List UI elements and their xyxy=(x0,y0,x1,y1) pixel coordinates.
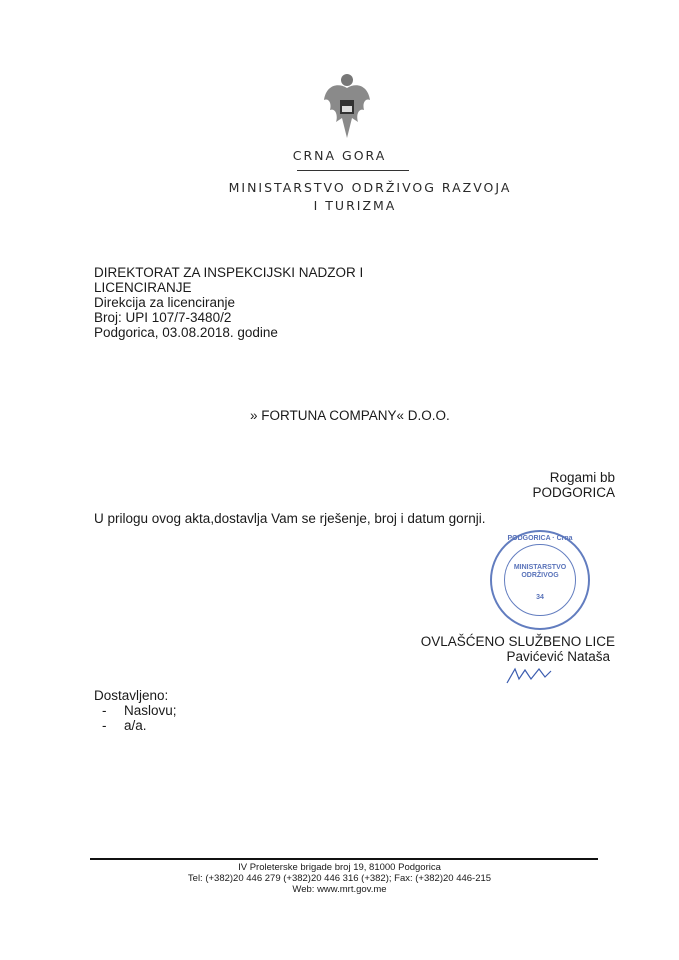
footer-address: IV Proleterske brigade broj 19, 81000 Podgorica xyxy=(238,862,441,873)
delivered-item: - a/a. xyxy=(102,718,147,733)
delivered-item-text: a/a. xyxy=(124,718,147,733)
recipient-name: » FORTUNA COMPANY« D.O.O. xyxy=(250,408,450,423)
stamp-text: MINISTARSTVO ODRŽIVOG xyxy=(513,564,567,579)
country-name: CRNA GORA xyxy=(292,148,387,163)
footer-divider xyxy=(90,858,598,860)
place-date: Podgorica, 03.08.2018. godine xyxy=(94,325,278,340)
recipient-street: Rogami bb xyxy=(549,470,615,485)
footer-phone: Tel: (+382)20 446 279 (+382)20 446 316 (+382); Fax: (+382)20 446-215 xyxy=(187,873,492,884)
ministry-name-line1: MINISTARSTVO ODRŽIVOG RAZVOJA xyxy=(228,180,512,195)
signature-scribble-icon xyxy=(505,665,555,685)
signatory-title: OVLAŠĆENO SLUŽBENO LICE xyxy=(420,634,615,649)
delivered-item-text: Naslovu; xyxy=(124,703,177,718)
footer xyxy=(0,862,679,895)
footer-web: Web: www.mrt.gov.me xyxy=(292,884,387,895)
official-stamp xyxy=(490,530,590,630)
sender-line2: LICENCIRANJE xyxy=(94,280,192,295)
delivered-item: - Naslovu; xyxy=(102,703,177,718)
document-number: Broj: UPI 107/7-3480/2 xyxy=(94,310,232,325)
sender-line3: Direkcija za licenciranje xyxy=(94,295,236,310)
header-divider xyxy=(297,170,409,171)
coat-of-arms-icon xyxy=(322,72,372,142)
signature-block xyxy=(421,634,615,664)
recipient-address xyxy=(532,470,615,500)
sender-block xyxy=(94,265,363,340)
stamp-number: 34 xyxy=(536,594,544,601)
body-text: U prilogu ovog akta,dostavlja Vam se rješenje, broj i datum gornji. xyxy=(94,511,486,526)
recipient-city: PODGORICA xyxy=(532,485,615,500)
delivered-block xyxy=(94,688,177,733)
sender-line1: DIREKTORAT ZA INSPEKCIJSKI NADZOR I xyxy=(94,265,364,280)
ministry-name-line2: I TURIZMA xyxy=(313,198,397,213)
delivered-label: Dostavljeno: xyxy=(94,688,169,703)
stamp-outer: PODGORICA · Crna xyxy=(507,535,573,542)
signatory-name: Pavićević Nataša xyxy=(506,649,610,664)
